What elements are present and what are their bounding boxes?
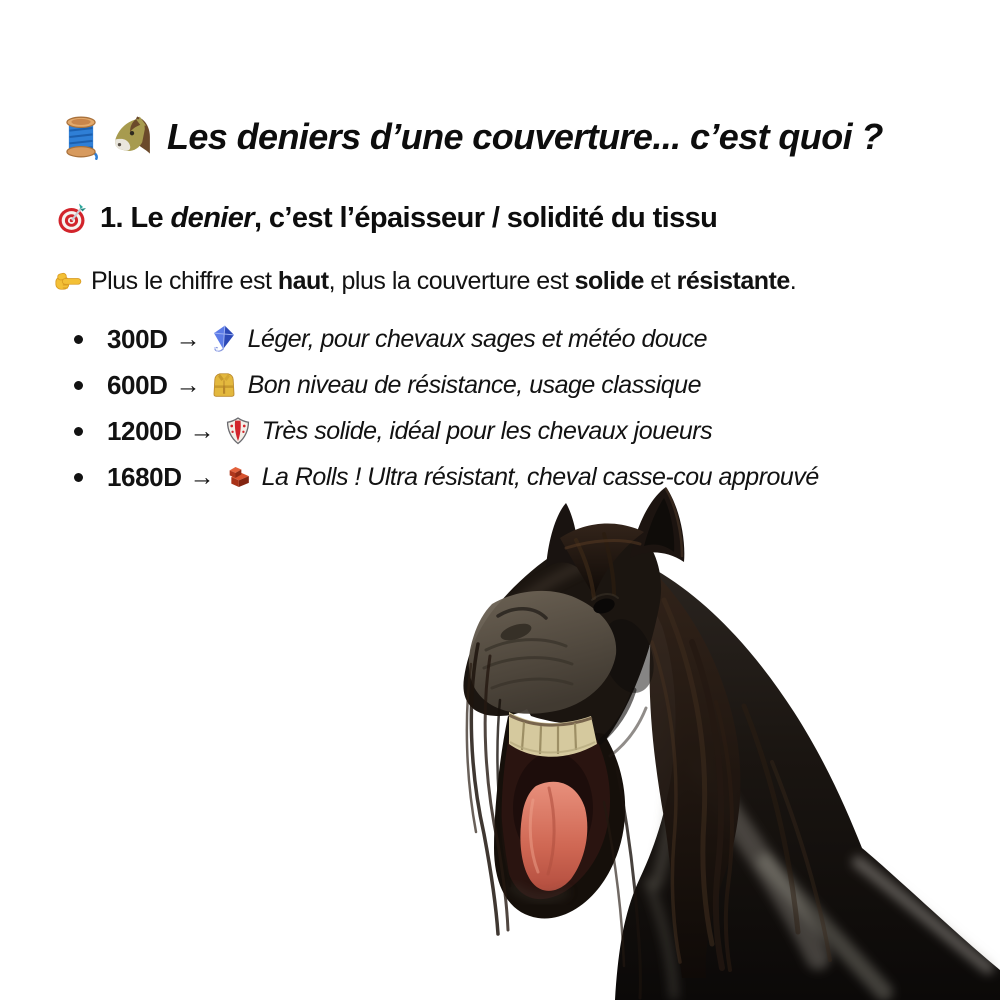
intro-bold-resistante: résistante <box>676 267 790 295</box>
denier-description: Bon niveau de résistance, usage classique <box>247 370 701 399</box>
intro-bold-solide: solide <box>574 267 644 295</box>
kite-icon <box>209 324 239 354</box>
arrow-glyph: → <box>175 370 201 399</box>
denier-description: La Rolls ! Ultra résistant, cheval casse-cou approuvé <box>261 462 819 491</box>
arrow-glyph: → <box>175 324 201 353</box>
denier-list <box>74 316 819 500</box>
subtitle-text <box>100 202 717 235</box>
denier-row-1680d <box>74 454 819 500</box>
arrow-glyph: → <box>189 416 215 445</box>
denier-value: 600D <box>107 369 168 400</box>
shield-icon <box>223 416 253 446</box>
intro-bold-haut: haut <box>277 267 329 295</box>
denier-description: Très solide, idéal pour les chevaux joueurs <box>261 416 713 445</box>
coat-icon <box>209 370 239 400</box>
bullet-dot <box>74 473 83 482</box>
bullet-dot <box>74 427 83 436</box>
intro-part3: et <box>643 267 677 295</box>
section-heading <box>55 200 717 236</box>
pointing-hand-icon <box>52 266 83 297</box>
subtitle-part1: 1. Le <box>100 201 171 234</box>
subtitle-italic-word: denier <box>170 201 254 234</box>
bullet-dot <box>74 335 83 344</box>
horse-face-icon <box>109 114 155 160</box>
intro-line <box>52 266 796 297</box>
denier-row-300d <box>74 316 819 362</box>
denier-value: 1200D <box>107 415 182 446</box>
title-text: Les deniers d’une couverture... c’est quoi ? <box>167 116 883 157</box>
intro-part1: Plus le chiffre est <box>91 267 278 295</box>
bullet-dot <box>74 381 83 390</box>
intro-part4: . <box>789 267 797 295</box>
intro-text <box>91 267 796 296</box>
denier-value: 1680D <box>107 461 182 492</box>
thread-spool-icon <box>58 114 104 160</box>
denier-value: 300D <box>107 323 168 354</box>
denier-row-600d <box>74 362 819 408</box>
intro-part2: , plus la couverture est <box>328 267 575 295</box>
page-title <box>58 114 883 160</box>
subtitle-part2: , c’est l’épaisseur / solidité du tissu <box>253 201 718 234</box>
brick-icon <box>223 462 253 492</box>
dart-target-icon <box>55 200 91 236</box>
denier-description: Léger, pour chevaux sages et météo douce <box>247 324 708 353</box>
arrow-glyph: → <box>189 462 215 491</box>
denier-row-1200d <box>74 408 819 454</box>
